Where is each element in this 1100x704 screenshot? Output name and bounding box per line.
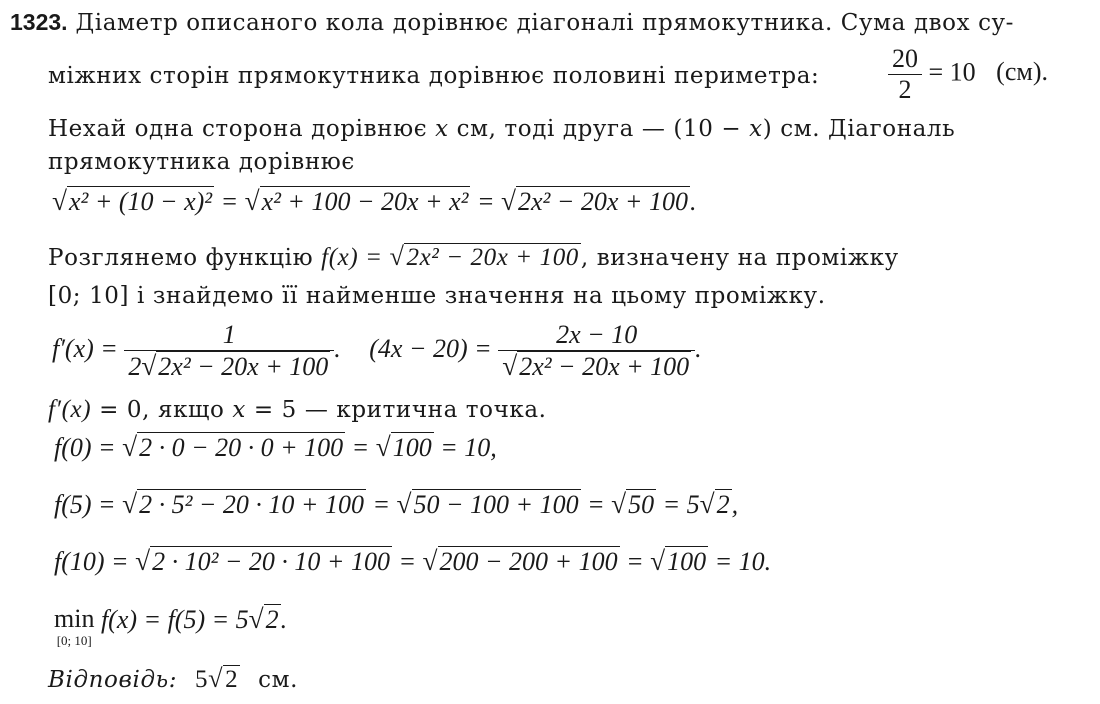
derivative-fraction-1: $\frac{1}{\text{2√2x² − 20x + 100}}$ xyxy=(124,320,334,382)
problem-line-2 xyxy=(48,62,819,90)
f0-formula: f(0) = √2 · 0 − 20 · 0 + 100 = √100 = 10, xyxy=(54,432,497,462)
radical: √2x² − 20x + 100 xyxy=(389,242,579,271)
problem-line-1 xyxy=(10,8,1014,37)
answer-label: Відповідь: xyxy=(48,667,178,693)
problem-line-5: Розглянемо функцію f(x) = √2x² − 20x + 100, визначену на проміжку xyxy=(48,242,899,271)
f10-formula: f(10) = √2 · 10² − 20 · 10 + 100 = √200 − 200 + 100 = √100 = 10. xyxy=(54,546,772,576)
derivative-fraction-2: $\frac{2x - 10}{\text{√2x² − 20x + 100}}$ xyxy=(498,320,695,382)
derivative-formula: f′(x) = $\frac{1}{\text{2√2x² − 20x + 100}}$ . (4x − 20) = $\frac{2x - 10}{\text{√2x² − 20x + 100}}$ . xyxy=(52,320,702,381)
half-perimeter-formula: $\frac{20}{2}$ = 10 (см). xyxy=(888,44,1048,105)
problem-line-6: [0; 10] і знайдемо її найменше значення на цьому проміжку. xyxy=(48,283,826,309)
problem-number: 1323. xyxy=(10,9,68,35)
radical: √x² + (10 − x)² xyxy=(52,186,213,216)
problem-text-1: Діаметр описаного кола дорівнює діагоналі прямокутника. Сума двох су- xyxy=(75,10,1015,36)
problem-text-2: міжних сторін прямокутника дорівнює половині периметра: xyxy=(48,63,820,89)
problem-line-3: Нехай одна сторона дорівнює x см, тоді друга — (10 − x) см. Діагональ xyxy=(48,116,956,142)
radical: √x² + 100 − 20x + x² xyxy=(244,186,469,216)
f5-formula: f(5) = √2 · 5² − 20 · 10 + 100 = √50 − 100 + 100 = √50 = 5√2, xyxy=(54,489,739,519)
diagonal-formula: √x² + (10 − x)² = √x² + 100 − 20x + x² = √2x² − 20x + 100. xyxy=(52,186,697,216)
problem-line-4: прямокутника дорівнює xyxy=(48,149,355,175)
half-perimeter-fraction: $\frac{20}{2}$ xyxy=(888,44,922,105)
min-formula: min [0; 10] f(x) = f(5) = 5√2. xyxy=(54,604,288,648)
critical-point-line: f′(x) = 0, якщо x = 5 — критична точка. xyxy=(48,396,547,423)
answer-line: Відповідь: 5√2 см. xyxy=(48,664,299,693)
radical: √2x² − 20x + 100 xyxy=(501,186,688,216)
